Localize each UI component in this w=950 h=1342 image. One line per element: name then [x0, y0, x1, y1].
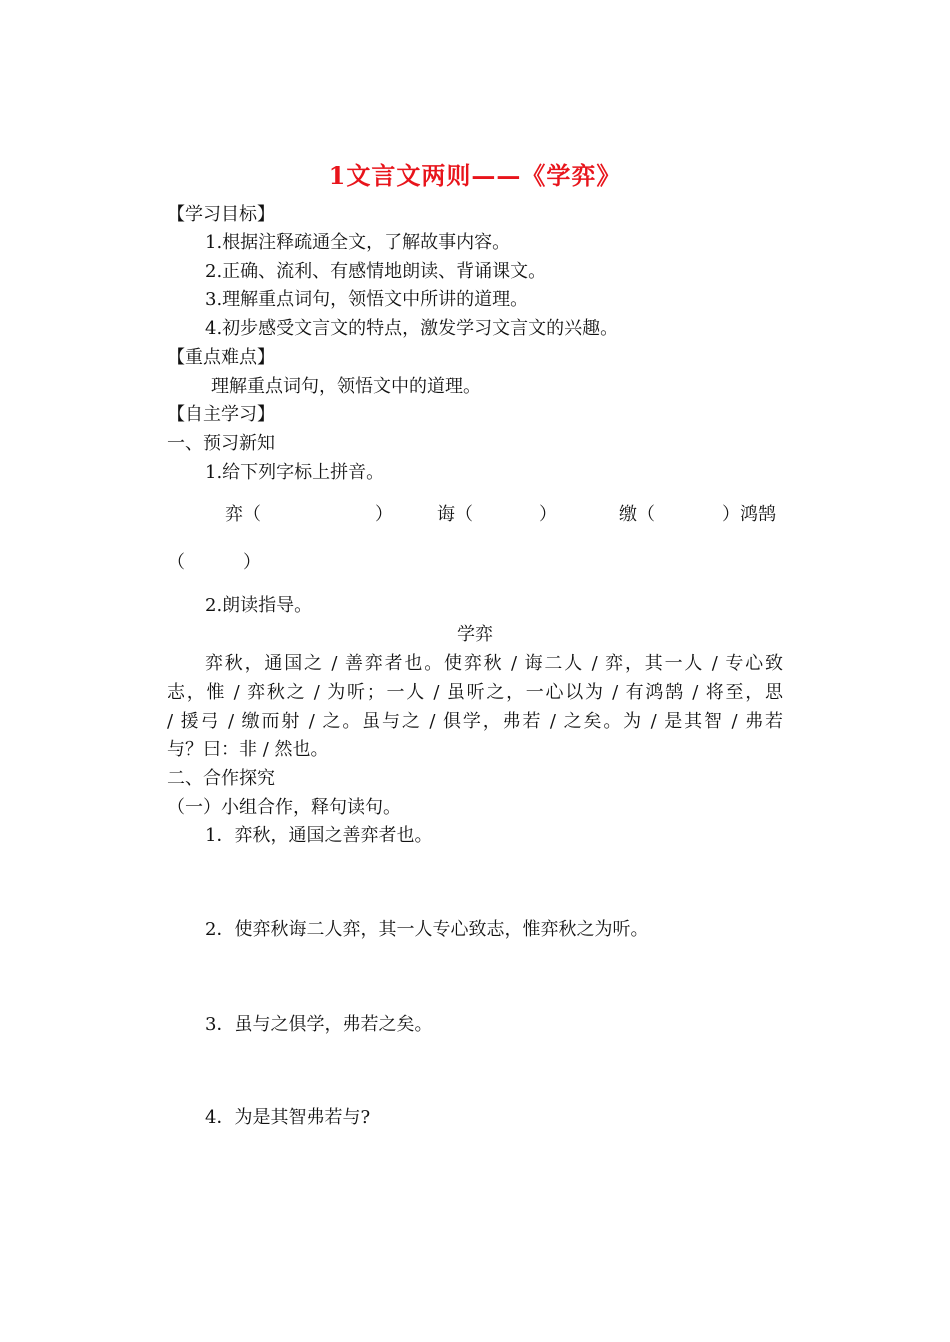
sentence-item: 1．弈秋，通国之善弈者也。 [205, 825, 433, 846]
char-yi-label: 弈（ [225, 504, 261, 525]
passage-line: 弈秋，通国之 / 善弈者也。使弈秋 / 诲二人 / 弈，其一人 / 专心致 [205, 653, 783, 674]
paren-open: （ [167, 552, 185, 573]
part1-heading: 一、预习新知 [167, 433, 275, 454]
objective-item: 1.根据注释疏通全文，了解故事内容。 [205, 232, 511, 253]
sentence-item: 2．使弈秋诲二人弈，其一人专心致志，惟弈秋之为听。 [205, 919, 649, 940]
document-title: 1文言文两则——《学弈》 [328, 161, 622, 190]
passage-line: 志，惟 / 弈秋之 / 为听；一人 / 虽听之，一心以为 / 有鸿鹄 / 将至，思 [167, 682, 783, 703]
pinyin-exercise-row [167, 503, 787, 527]
objectives-heading: 【学习目标】 [167, 204, 275, 225]
keypoints-heading: 【重点难点】 [167, 347, 275, 368]
paren-close: ） [539, 504, 557, 525]
sentence-item: 4．为是其智弗若与? [205, 1107, 371, 1128]
part2-heading: 二、合作探究 [167, 768, 275, 789]
paren-close: ） [375, 504, 393, 525]
char-hui-label: 诲（ [437, 504, 473, 525]
objective-item: 4.初步感受文言文的特点，激发学习文言文的兴趣。 [205, 318, 619, 339]
question-2: 2.朗读指导。 [205, 595, 313, 616]
passage-title: 学弈 [457, 624, 493, 645]
sentence-item: 3．虽与之俱学，弗若之矣。 [205, 1014, 433, 1035]
passage-line: 与？曰：非 / 然也。 [167, 739, 329, 760]
paren-close-honghu: ）鸿鹄 [722, 504, 776, 525]
group-heading: （一）小组合作，释句读句。 [167, 797, 401, 818]
char-zhuo-label: 缴（ [619, 504, 655, 525]
self-study-heading: 【自主学习】 [167, 404, 275, 425]
keypoints-text: 理解重点词句，领悟文中的道理。 [211, 376, 481, 397]
paren-close: ） [243, 552, 261, 573]
objective-item: 3.理解重点词句，领悟文中所讲的道理。 [205, 289, 529, 310]
question-1: 1.给下列字标上拼音。 [205, 462, 385, 483]
passage-line: / 援弓 / 缴而射 / 之。虽与之 / 俱学，弗若 / 之矣。为 / 是其智 / 弗若 [167, 711, 783, 732]
objective-item: 2.正确、流利、有感情地朗读、背诵课文。 [205, 261, 547, 282]
